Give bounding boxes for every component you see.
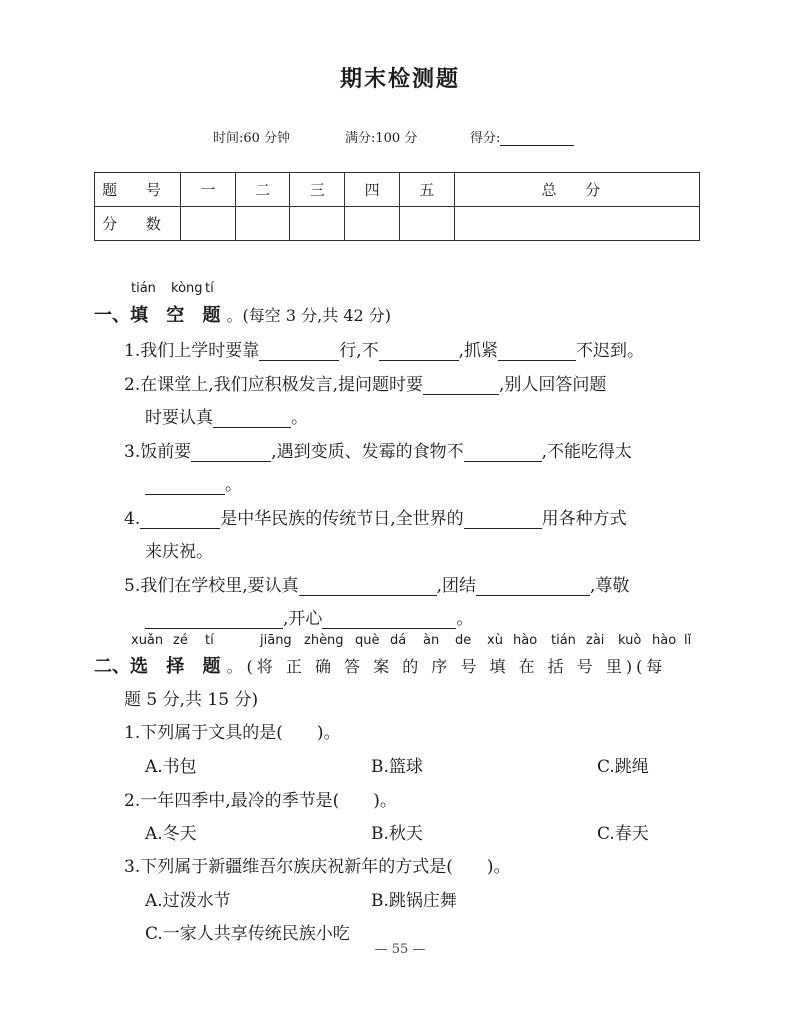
q-text: ,团结 <box>436 576 477 596</box>
pinyin-ti: tí <box>205 281 214 296</box>
pinyin-note: xù <box>487 633 503 648</box>
s1-question-5 <box>124 571 629 596</box>
section1-num: 一、 <box>94 305 130 326</box>
table-cell: 五 <box>399 173 454 207</box>
q-text: 时要认真 <box>145 408 213 428</box>
pinyin-note: zhèng <box>304 633 344 648</box>
section2-note-line2: 题 5 分,共 15 分) <box>124 690 259 710</box>
q-text: 5.我们在学校里,要认真 <box>124 576 299 596</box>
table-cell <box>290 207 345 241</box>
answer-blank <box>259 342 339 361</box>
pinyin-ti2: tí <box>205 633 214 648</box>
q-text: 用各种方式 <box>541 509 627 529</box>
s1-question-4-cont <box>145 537 213 562</box>
table-row <box>95 173 700 207</box>
section1-title: 填 空 题 <box>130 305 227 326</box>
answer-blank <box>464 443 542 462</box>
s2-q3-option-c: C.一家人共享传统民族小吃 <box>145 924 350 944</box>
s2-question-3: 3.下列属于新疆维吾尔族庆祝新年的方式是( )。 <box>124 857 511 877</box>
q-text: 。 <box>225 475 242 495</box>
answer-blank <box>379 342 459 361</box>
s2-question-1: 1.下列属于文具的是( )。 <box>124 723 341 743</box>
s2-q3-option-a: A.过泼水节 <box>145 891 231 911</box>
table-cell: 分 数 <box>95 207 181 241</box>
answer-blank <box>322 610 456 629</box>
pinyin-note: jiāng <box>260 633 292 648</box>
table-cell: 三 <box>290 173 345 207</box>
table-cell: 二 <box>235 173 290 207</box>
table-cell: 题 号 <box>95 173 181 207</box>
table-cell: 总 分 <box>454 173 699 207</box>
q-text: 不迟到。 <box>576 341 645 361</box>
table-cell <box>454 207 699 241</box>
pinyin-note: kuò <box>618 633 642 648</box>
q-text: ,抓紧 <box>458 341 499 361</box>
table-cell <box>235 207 290 241</box>
q-text: 行,不 <box>339 341 379 361</box>
q-text: ,遇到变质、发霉的食物不 <box>271 442 464 462</box>
answer-blank <box>464 510 542 529</box>
q-text: ,不能吃得太 <box>541 442 633 462</box>
pinyin-note: hào <box>513 633 538 648</box>
pinyin-xuan: xuǎn <box>131 633 164 648</box>
section1-note: 。(每空 3 分,共 42 分) <box>226 306 392 325</box>
q-text: 。 <box>456 609 474 629</box>
s1-question-3 <box>124 437 632 462</box>
answer-blank <box>191 443 271 462</box>
s2-q1-option-a: A.书包 <box>145 757 197 777</box>
section1-heading <box>94 301 391 327</box>
pinyin-note: hào <box>652 633 677 648</box>
pinyin-note: àn <box>423 633 440 648</box>
s2-q1-option-b: B.篮球 <box>371 757 423 777</box>
q-text: ,尊敬 <box>590 576 630 596</box>
answer-blank <box>145 476 225 495</box>
score-field <box>470 127 574 146</box>
score-label: 得分: <box>470 131 501 146</box>
table-row <box>95 207 700 241</box>
table-cell <box>399 207 454 241</box>
s1-question-4 <box>124 504 627 529</box>
s2-q2-option-a: A.冬天 <box>145 824 197 844</box>
s2-q2-option-b: B.秋天 <box>371 824 423 844</box>
page-title: 期末检测题 <box>339 67 460 92</box>
pinyin-ze: zé <box>173 633 188 648</box>
answer-blank <box>299 577 437 596</box>
page-number: — 55 — <box>374 942 426 957</box>
answer-blank <box>476 577 590 596</box>
pinyin-note: de <box>455 633 472 648</box>
table-cell <box>345 207 400 241</box>
answer-blank <box>140 510 220 529</box>
s1-question-5-cont <box>145 604 473 629</box>
section2-num: 二、 <box>94 656 130 677</box>
answer-blank <box>145 610 283 629</box>
section2-title: 选 择 题 <box>130 656 227 677</box>
s2-q3-option-b: B.跳锅庄舞 <box>371 891 457 911</box>
section2-note: 。(将 正 确 答 案 的 序 号 填 在 括 号 里)(每 <box>226 657 667 676</box>
s1-question-3-cont <box>145 470 242 495</box>
q-text: 是中华民族的传统节日,全世界的 <box>220 509 464 529</box>
q-text: ,别人回答问题 <box>499 375 607 395</box>
pinyin-kong: kòng <box>171 281 203 296</box>
q-text: ,开心 <box>283 609 323 629</box>
q-text: 2.在课堂上,我们应积极发言,提问题时要 <box>124 375 424 395</box>
s1-question-2 <box>124 370 606 395</box>
time-limit: 时间:60 分钟 <box>213 131 291 146</box>
pinyin-note: zài <box>586 633 605 648</box>
s1-question-1 <box>124 336 644 361</box>
answer-blank <box>213 409 291 428</box>
score-blank <box>500 131 574 146</box>
q-text: 1.我们上学时要靠 <box>124 341 260 361</box>
q-text: 3.饭前要 <box>124 442 192 462</box>
s2-q2-option-c: C.春天 <box>597 824 649 844</box>
full-score: 满分:100 分 <box>345 131 418 146</box>
table-cell <box>181 207 236 241</box>
s2-question-2: 2.一年四季中,最冷的季节是( )。 <box>124 791 397 811</box>
q-text: 来庆祝。 <box>145 542 213 562</box>
pinyin-note: lǐ <box>684 633 692 648</box>
pinyin-note: tián <box>551 633 576 648</box>
s2-q1-option-c: C.跳绳 <box>597 757 649 777</box>
s1-question-2-cont <box>145 403 308 428</box>
q-text: 4. <box>124 509 141 529</box>
pinyin-tian: tián <box>131 281 156 296</box>
section2-heading <box>94 652 666 678</box>
q-text: 。 <box>291 408 308 428</box>
table-cell: 四 <box>345 173 400 207</box>
answer-blank <box>423 376 499 395</box>
answer-blank <box>498 342 576 361</box>
table-cell: 一 <box>181 173 236 207</box>
pinyin-note: què <box>355 633 380 648</box>
score-table <box>94 172 700 241</box>
pinyin-note: dá <box>390 633 407 648</box>
